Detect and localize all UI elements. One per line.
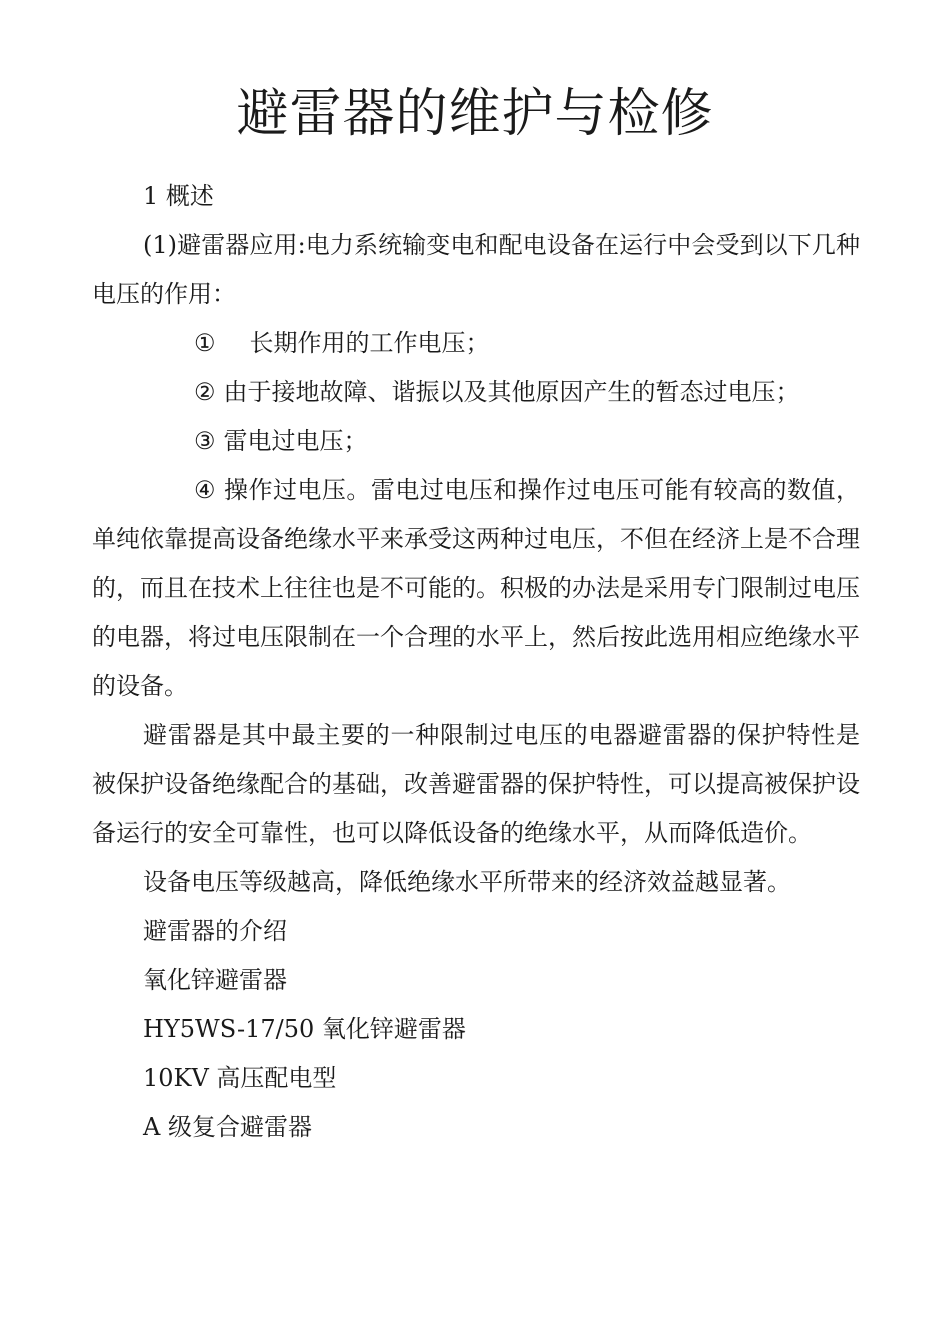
list-item-number: ① xyxy=(194,329,216,357)
list-item xyxy=(92,466,860,711)
list-item-text: 由于接地故障、谐振以及其他原因产生的暂态过电压； xyxy=(223,378,800,406)
list-item-text: 雷电过电压； xyxy=(223,427,368,455)
list-item-number: ② xyxy=(194,378,216,406)
product-line: HY5WS-17/50 氧化锌避雷器 xyxy=(143,1015,466,1043)
list-item-text: 操作过电压。雷电过电压和操作过电压可能有较高的数值，单纯依靠提高设备绝缘水平来承受这两种过电压，不但在经济上是不合理的，而且在技术上往往也是不可能的。积极的办法是采用专门限制过电压的电器，将过电压限制在一个合理的水平上，然后按此选用相应绝缘水平的设备。 xyxy=(92,476,860,700)
document-body xyxy=(92,172,860,1152)
intro-heading: 避雷器的介绍 xyxy=(143,917,287,945)
product-line: A 级复合避雷器 xyxy=(143,1113,312,1141)
list-item xyxy=(92,417,860,466)
list-item xyxy=(92,319,860,368)
list-item-text: 长期作用的工作电压； xyxy=(249,329,490,357)
arrester-paragraph: 避雷器是其中最主要的一种限制过电压的电器避雷器的保护特性是被保护设备绝缘配合的基础，改善避雷器的保护特性，可以提高被保护设备运行的安全可靠性，也可以降低设备的绝缘水平，从而降低造价。 xyxy=(92,721,860,847)
intro-paragraph: (1)避雷器应用:电力系统输变电和配电设备在运行中会受到以下几种电压的作用： xyxy=(92,231,860,308)
list-item-number: ④ xyxy=(194,476,216,504)
product-line: 氧化锌避雷器 xyxy=(143,966,287,994)
document-title: 避雷器的维护与检修 xyxy=(236,84,714,144)
list-item-number: ③ xyxy=(194,427,216,455)
voltage-paragraph: 设备电压等级越高，降低绝缘水平所带来的经济效益越显著。 xyxy=(143,868,791,896)
list-item xyxy=(92,368,860,417)
section-heading: 1 概述 xyxy=(143,182,214,210)
product-line: 10KV 高压配电型 xyxy=(143,1064,337,1092)
